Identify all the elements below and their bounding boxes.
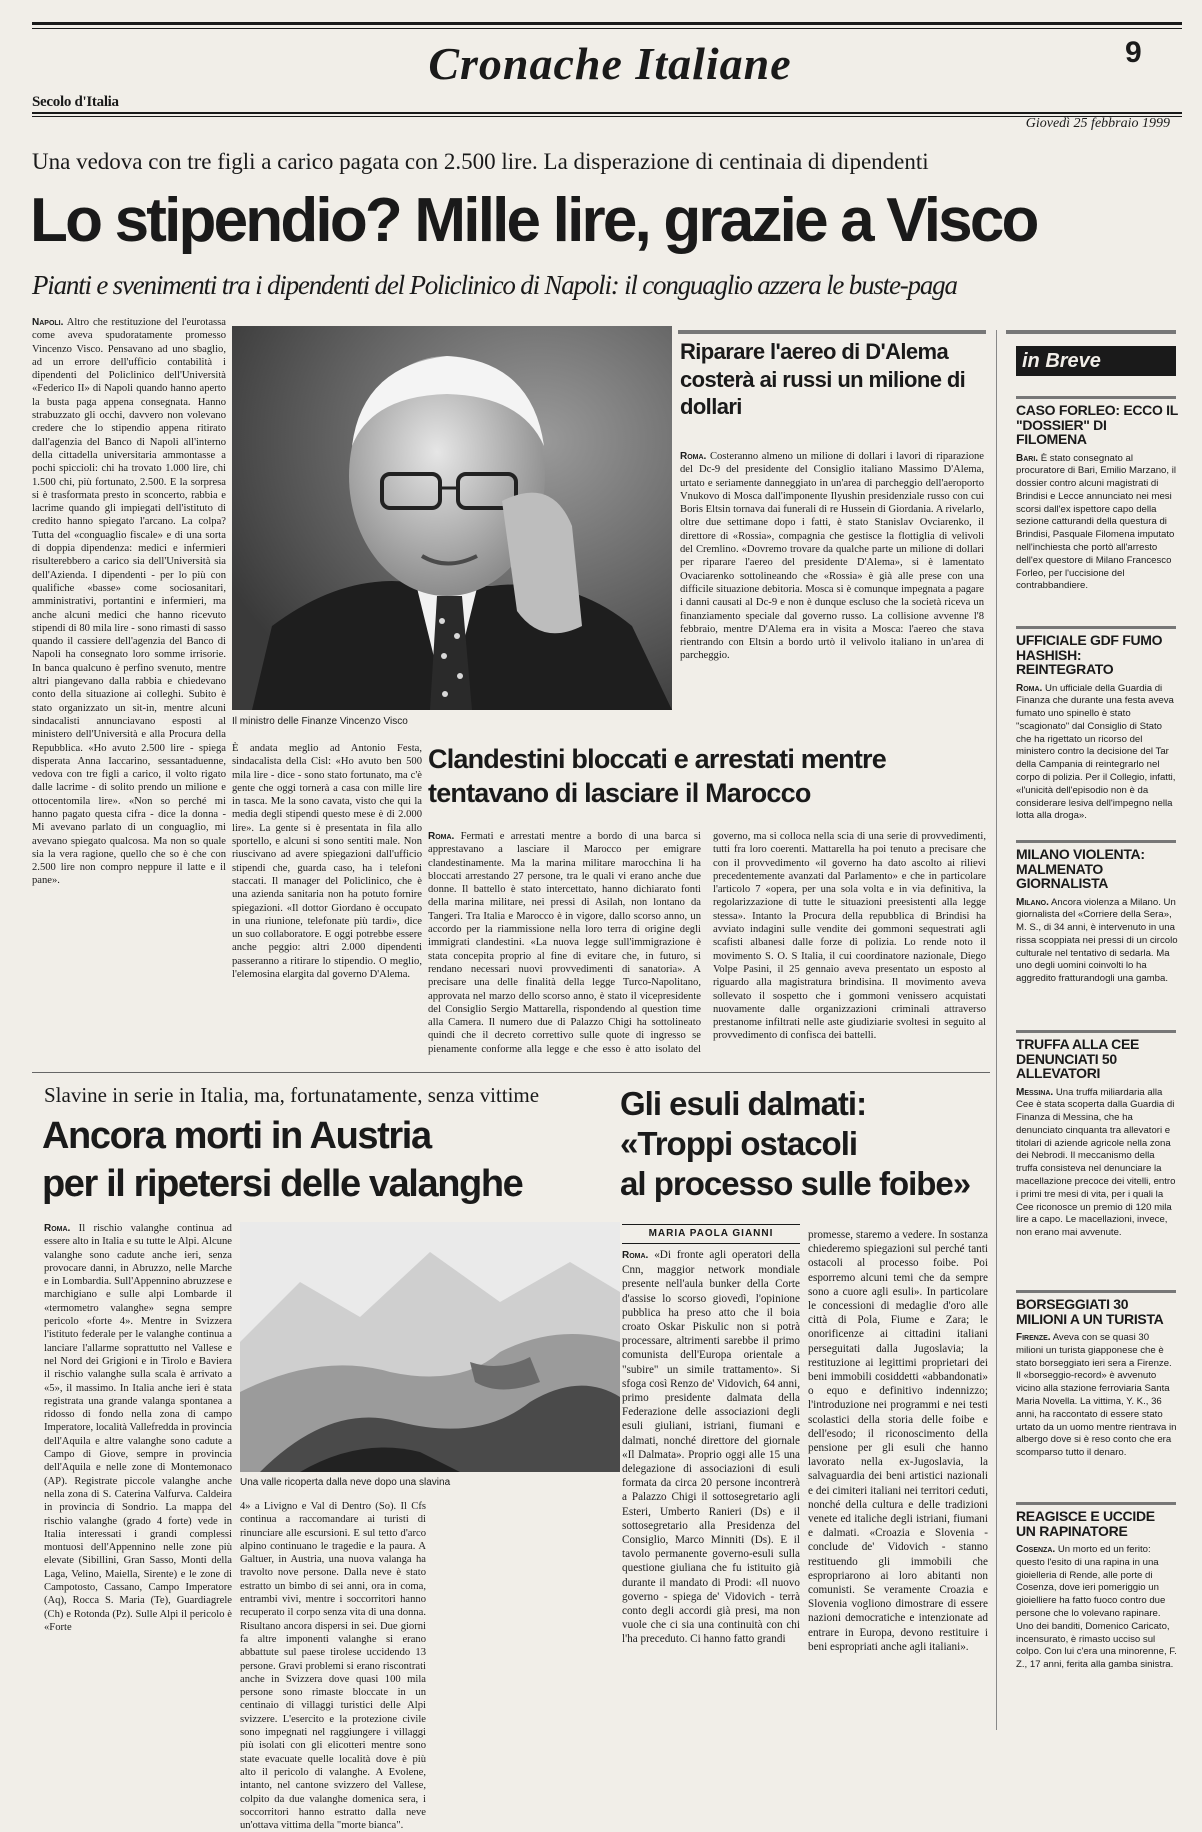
valanghe-kicker: Slavine in serie in Italia, ma, fortunatamente, senza vittime [44,1083,540,1107]
inbreve-item-3 [1016,840,1178,1003]
visco-photo [232,326,672,710]
masthead-top-rule-thin [32,28,1182,29]
inbreve-item-1 [1016,396,1178,609]
lead-kicker: Una vedova con tre figli a carico pagata con 2.500 lire. La disperazione di centinaia di dipendenti [32,149,929,174]
inbreve-item-title: UFFICIALE GDF FUMO HASHISH: REINTEGRATO [1016,632,1163,677]
esuli-headline-line1: Gli esuli dalmati: [620,1085,867,1122]
inbreve-item-rule [1016,840,1176,843]
lead-text-col2 [232,742,422,1060]
inbreve-item-body: Aveva con se quasi 30 milioni un turista giapponese che è stato borseggiato ieri sera a Firenze. Il «borseggio-record» è avvenuto vicino alla stazione ferroviaria Santa Maria Novella. La vittima, Y. K., 36 anni, ha raccontato di essere stato urtato da un uomo mentre rientrava in albergo dove si è reso conto che era scomparso tutto il denaro. [1016,1332,1177,1459]
inbreve-item-dateline: Cosenza. [1016,1544,1056,1555]
avalanche-photo [240,1222,620,1472]
valanghe-text-col2 [240,1500,426,1832]
masthead-bottom-rule-thin [32,116,1182,117]
inbreve-item-text [1016,897,1178,1003]
esuli-dateline: Roma. [622,1250,649,1261]
valanghe-dateline: Roma. [44,1223,71,1234]
aereo-headline: Riparare l'aereo di D'Alema costerà ai russi un milione di dollari [680,339,966,419]
inbreve-item-rule [1016,1290,1176,1293]
aereo-top-rule [678,330,986,334]
clandestini-body: Fermati e arrestati mentre a bordo di una barca si apprestavano a lasciare il Marocco per emigrare clandestinamente. Ma la marina militare marocchina li ha bloccati arrestando 27 persone, tra le quali vi erano anche due donne. Il battello è stato intercettato, hanno dichiarato fonti della marina militare, nei pressi di Asilah, non lontano da Tangeri. Tra Italia e Marocco è in vigore, dallo scorso anno, un accordo per la riammissione nella loro terra di origine degli immigrati clandestini. «La nuova legge sull'immigrazione è stata concepita proprio al fine di evitare che, in futuro, si rendano necessari nuovi provvedimenti di sanatoria». A precisare una delle finalità della legge Turco-Napolitano, approvata nel marzo dello scorso anno, è stato il vicepresidente del Consiglio Sergio Mattarella, rispondendo al question time alla Camera. Il numero due di Palazzo Chigi ha sottolineato quindi che il decreto correttivo sulle quote di ingresso se pienamente conforme alla legge e che esso è atto isolato del governo, ma si colloca nella scia di una serie di provvedimenti, tutti fra loro coerenti. Mattarella ha poi tenuto a precisare che con il provvedimento «il governo ha dato ascolto ai rilievi precedentemente avanzati dal Parlamento» e che in particolare l'articolo 7 «opera, per una sola volta e in via definitiva, la regolarizzazione di tutte le situazioni preesistenti alla legge stessa». Intanto la Procura della repubblica di Brindisi ha avviato indagini sulle vendite dei gommoni sequestrati agli scafisti albanesi dalle forze di polizia. Lo rende noto il movimento S. O. S Italia, il cui coordinatore nazionale, Diego Volpe Pasini, il 25 gennaio aveva presentato un esposto al riguardo alla magistratura brindisina. Il movimento aveva sollevato il sospetto che i gommoni venissero acquistati nuovamente dalle organizzazioni criminali attraverso prestanome infiltrati nelle aste giudiziarie svoltesi in seguito al provvedimento di confisca dei battelli. [428,831,986,1055]
inbreve-item-body: Ancora violenza a Milano. Un giornalista del «Corriere della Sera», M. S., di 34 anni, è intervenuto in una rissa scoppiata nei pressi di un circolo culturale nel tentativo di sedarla. Ma uno degli uomini coinvolti lo ha aggredito fratturandogli una gamba. [1016,896,1178,985]
valanghe-body-col2: 4» a Livigno e Val di Dentro (So). Il Cfs continua a raccomandare ai turisti di rinunciare alle escursioni. E sul tetto d'arco alpino continuano le tragedie e la paura. A Galtuer, in Austria, una nuova valanga ha travolto nove persone. Dalla neve è stato estratto un bimbo di sei anni, ora in coma, entrambi vivi, mentre i soccorritori hanno recuperato il corpo senza vita di una donna. Risultano ancora dispersi in sei. Due giorni fa altre imponenti valanghe si erano abbattute sul paese tirolese uccidendo 13 persone. Gravi problemi si erano riscontrati anche in Svizzera dove quasi 100 mila persone sono rimaste bloccate in un centinaio di villaggi turistici delle Alpi svizzere. L'esercito e la protezione civile sono impegnati nel raggiungere i villaggi più isolati con gli elicotteri mentre sono state evacuate quelle località dove è più alto il pericolo di valanghe. A Evolene, intanto, nel cantone svizzero del Vallese, colpito da due valanghe domenica sera, i soccorritori hanno estratto dalla neve un'ottava vittima della "morte bianca". [240,1501,426,1832]
inbreve-item-text [1016,682,1178,822]
sidebar-separator [996,330,997,1730]
valanghe-headline-line2: per il ripetersi delle valanghe [42,1163,523,1205]
inbreve-item-dateline: Firenze. [1016,1332,1051,1343]
inbreve-item-rule [1016,1502,1176,1505]
inbreve-item-rule [1016,396,1176,399]
page-number: 9 [1125,36,1142,69]
esuli-text-col1 [622,1248,800,1732]
aereo-dateline: Roma. [680,451,707,462]
esuli-body-col2: promesse, staremo a vedere. In sostanza chiederemo spiegazioni sul perché tanti ostacoli al processo foibe. Poi esporremo alcuni temi che da sempre sono a cuore agli esuli». In particolare le concessioni di medaglie d'oro alle città di Pola, Fiume e Zara; le onorificenze ai cittadini italiani perseguitati dalla Jugoslavia; la restituzione ai legittimi proprietari dei beni immobili cosiddetti «abbandonati» o equo e definitivo indennizzo; l'introduzione nei programmi e nei testi scolastici della storia delle foibe e dell'esodo; il riconoscimento della pensione per gli esuli che hanno lavorato nella ex-Jugoslavia, la salvaguardia dei beni artistici nazionali e dei cimiteri italiani nei territori ceduti, nonché della cultura e delle tradizioni venete ed italiche degli istriani, fiumani e dalmati. «Croazia e Slovenia - conclude de' Vidovich - stanno restituendo gli immobili che espropriarono ai loro abitanti non comunisti. Se veramente Croazia e Slovenia vogliono dimostrare di essere nazioni democratiche e intenzionate ad entrare in Europa, devono restituire i beni espropriati anche agli italiani». [808,1229,988,1653]
section-divider [32,1072,990,1073]
lead-dateline: Napoli. [32,317,64,328]
section-title: Cronache Italiane [428,38,792,89]
inbreve-item-dateline: Milano. [1016,896,1049,908]
inbreve-item-title: CASO FORLEO: ECCO IL "DOSSIER" DI FILOMENA [1016,402,1178,447]
inbreve-item-body: Una truffa miliardaria alla Cee è stata scoperta dalla Guardia di Finanza di Messina, che ha denunciato cinquanta tra allevatori e titolari di aziende agricole nella zona dei Nebrodi. Il meccanismo della truffa consisteva nel denunciare la macellazione precoce dei vitelli, entro i primi tre mesi di vita, per i quali la Cee riconosce un premio di 120 mila lire a capo. Le macellazioni, invece, non erano mai avvenute. [1016,1086,1176,1239]
inbreve-top-rule [1006,330,1176,334]
masthead-top-rule [32,22,1182,25]
aereo-text [680,450,984,710]
lead-body-col1: Altro che restituzione del l'eurotassa come aveva spudoratamente promesso Vincenzo Visco. Pensavano ad uno sbaglio, ad un errore dell'ufficio contabilità i dipendenti del Policlinico dell'Università «Federico II» di Napoli quando hanno aperto la busta paga appena consegnata. Hanno strabuzzato gli occhi, davvero non volevano credere che lo stipendio appena ritirato dall'agenzia del Banco di Napoli all'interno della cittadella universitaria ammontasse a pochi spiccioli: chi ha trovato 1.000 lire, chi 1.500 chi, più fortunato, 2.500. E la sorpresa si è trasformata presto in sconcerto, rabbia e lacrime quando gli impiegati dell'istituto di credito hanno spiegato l'arcano. La colpa? Tutta del «conguaglio fiscale» e di una sorta di doppia dipendenza: medici e infermieri risulterebbero a carico sia dell'Università sia dell'Azienda. I dipendenti - per lo più con qualifiche «basse» come sociosanitari, amministrativi, portantini e infermieri, ma anche alcuni medici che hanno ricevuto stipendi di 80 mila lire - sono rimasti di sasso quando il cassiere dell'agenzia del Banco di Napoli ha consegnato loro somme irrisorie. In banca qualcuno è perfino svenuto, mentre altri piangevano dalla rabbia e chiedevano conto della situazione ai colleghi. Subito è stato organizzato un sit-in, mentre alcuni sindacalisti annunciavano esposti al ministero dell'Università e alla Procura della Repubblica. «Ho avuto 2.500 lire - spiega disperata Anna Iaccarino, sessantaduenne, vedova con tre figli a carico, il volto rigato dalle lacrime - di solito prendo un milione e ottocentomila lire». «Non so perché mi hanno pagato questa cifra - dice la donna - Mi avevano parlato di un conguaglio, mi avevano spiegato qualcosa. Ma non so quale sia la vera ragione, quello che so è che con 2.500 lire non compro neppure il latte e il pane». [32,317,226,887]
visco-photo-caption: Il ministro delle Finanze Vincenzo Visco [232,716,408,727]
lead-subheadline: Pianti e svenimenti tra i dipendenti del Policlinico di Napoli: il conguaglio azzera le buste-paga [32,270,957,300]
valanghe-headline-line1: Ancora morti in Austria [42,1115,431,1157]
inbreve-item-5 [1016,1290,1178,1486]
inbreve-item-dateline: Bari. [1016,452,1039,464]
esuli-byline: MARIA PAOLA GIANNI [648,1228,774,1239]
inbreve-item-6 [1016,1502,1178,1710]
clandestini-dateline: Roma. [428,831,455,842]
newspaper-name: Secolo d'Italia [32,94,119,110]
valanghe-body-col1: Il rischio valanghe continua ad essere alto in Italia e su tutte le Alpi. Alcune valanghe sono cadute anche ieri, senza provocare danni, in Abruzzo, nelle Marche e in Lombardia. Sull'Appennino abruzzese e marchigiano e sulle alpi Lombarde il «termometro valanghe» segna sempre pericolo «forte 4». Mentre in Svizzera l'istituto federale per le valanghe continua a lanciare l'allarme soprattutto nel Vallese e nel Nord dei Grigioni e in Tirolo e Baviera il rischio valanghe sulla scala è arrivato a «5», il massimo. In Italia anche ieri è stata registrata una grande valanga spontanea a ridosso di fondo nella zona di campo Imperatore, località Vallefredda in provincia dell'Aquila e altre valanghe sono cadute a Campo di Giove, sempre in provincia dell'Aquila e nelle zone di Montemonaco (AP). Registrate piccole valanghe anche nella zona di S. Caterina Valfurva. Caldeira in provincia di Sondrio. La mappa del rischio valanghe (grado 4 forte) vede in Italia interessati i grandi complessi montuosi dell'Appennino nelle zone più elevate (Sibillini, Gran Sasso, Monti della Laga, Velino, Maiella, Sirente) e le zone di Campotosto, Cassano, Campo Imperatore (Aq), Rocca S. Maria (Te), Guardiagrele (Ch) e Rotonda (Pz). Sulle Alpi il pericolo è «Forte [44,1223,232,1633]
inbreve-item-text [1016,1544,1178,1710]
avalanche-photo-caption: Una valle ricoperta dalla neve dopo una slavina [240,1477,451,1488]
clandestini-text [428,830,986,1060]
inbreve-item-dateline: Messina. [1016,1086,1054,1098]
valanghe-text-col1 [44,1222,232,1732]
inbreve-item-title: MILANO VIOLENTA: MALMENATO GIORNALISTA [1016,846,1145,891]
esuli-byline-rule-bottom [622,1243,800,1244]
inbreve-item-rule [1016,1030,1176,1033]
inbreve-header: in Breve [1016,346,1176,376]
inbreve-item-title: BORSEGGIATI 30 MILIONI A UN TURISTA [1016,1296,1164,1327]
inbreve-item-4 [1016,1030,1178,1297]
inbreve-item-title: REAGISCE E UCCIDE UN RAPINATORE [1016,1508,1155,1539]
masthead-bottom-rule [32,112,1182,114]
inbreve-item-body: Un morto ed un ferito: questo l'esito di una rapina in una gioielleria di Rende, alle porte di Cosenza, dove ieri pomeriggio un gioielliere ha fatto fuoco contro due persone che lo volevano rapinare. Uno dei banditi, Domenico Caricato, incensurato, è rimasto ucciso sul colpo. Con lui c'era una minorenne, F. Z., 17 anni, ferita alla gamba sinistra. [1016,1544,1177,1671]
visco-photo-illustration [232,326,672,710]
avalanche-photo-illustration [240,1222,620,1472]
clandestini-headline: Clandestini bloccati e arrestati mentre tentavano di lasciare il Marocco [428,744,886,808]
esuli-body-col1: «Di fronte agli operatori della Cnn, maggior network mondiale presente nell'aula bunker della Corte d'assise lo scorso giovedì, l'opinione pubblica ha preso atto che il boia croato Oskar Piskulic non si potrà processare, altrimenti sarebbe il primo comunista dell'Europa orientale a "subire" un simile trattamento». Si sfoga così Renzo de' Vidovich, 64 anni, primo presidente dalmata della Federazione delle associazioni degli esuli giuliani, istriani, fiumani e dalmati, nonché direttore del giornale «Il Dalmata». Proprio oggi alle 15 una delegazione di associazioni di esuli formata da circa 20 persone incontrerà a Palazzo Chigi il sottosegretario agli Esteri, Umberto Ranieri (Ds) e il sottosegretario alla Presidenza del Consiglio, Marco Minniti (Ds). E il tavolo permanente governo-esuli sulla questione giuliana che fu istituito già durante il mandato di Prodi: «Il nuovo governo - spiega de' Vidovich - terrà conto degli accordi già presi, ma non vuole che ci sia una continuità con chi l'ha preceduto. Ci hanno fatto grandi [622,1249,801,1646]
lead-body-col2: È andata meglio ad Antonio Festa, sindacalista della Cisl: «Ho avuto ben 500 mila lire - dice - sono stato fortunato, ma c'è gente che oggi tornerà a casa con mille lire in tasca. Me la sono cavata, visto che qui la media degli stipendi questo mese è di 2.000 lire». La gente si è presentata in fila allo sportello, e alcuni si sono sentiti male. Non riuscivano ad avere spiegazioni dall'ufficio stipendi che, guarda caso, ha i telefoni staccati. Il manager del Policlinico, che è una azienda sanitaria non ha potuto fornire spiegazioni. «Il dottor Giordano è occupato in una riunione, telefonate più tardi», dice un suo collaboratore. E oggi potrebbe essere anche peggio: altri 2.000 dipendenti passeranno a ritirare lo stipendio. O meglio, l'elemosina elargita dal governo D'Alema. [232,743,422,981]
aereo-body: Costeranno almeno un milione di dollari i lavori di riparazione del Dc-9 del presidente del Consiglio italiano Massimo D'Alema, urtato e seriamente danneggiato in un'area di parcheggio dell'aeroporto Vnukovo di Mosca dall'imponente Ilyushin presidenziale russo con cui Boris Eltsin tornava dai funerali di re Hussein di Giordania. A rivelarlo, oltre due settimane dopo i fatti, è stato Stanislav Ovciarenko, il direttore di «Rossia», compagnia che gestisce la flottiglia di velivoli del Cremlino. «Dovremo trovare da qualche parte un milione di dollari per riparare l'aereo del presidente D'Alema», si è lamentato Ovaciarenko sottolineando che «Rossia» è già alle prese con una difficile situazione debitoria. Mosca si è comunque impegnata a pagare i danni causati al Dc-9 e non è dunque escluso che la società riceva un finanziamento speciale dal governo russo. La collisione avvenne l'8 febbraio, mentre D'Alema era in visita a Mosca: l'aereo che stava rientrando con Eltsin a bordo urtò il velivolo italiano in un'area di parcheggio. [680,451,985,662]
esuli-text-col2 [808,1228,988,1732]
inbreve-item-text [1016,1087,1178,1297]
issue-date: Giovedì 25 febbraio 1999 [1025,116,1170,131]
inbreve-item-2 [1016,626,1178,822]
esuli-headline-line2: «Troppi ostacoli [620,1125,858,1162]
inbreve-item-rule [1016,626,1176,629]
lead-headline: Lo stipendio? Mille lire, grazie a Visco [30,186,1037,255]
inbreve-item-body: Un ufficiale della Guardia di Finanza che durante una festa aveva fumato uno spinello è stato "scagionato" dal Consiglio di Stato che ha rigettato un ricorso del ministero contro la decisione del Tar della Campania di reintegrarlo nel corpo di polizia. Per il Collegio, infatti, «l'unicità dell'episodio non è da considerare lesiva dell'impegno nella lotta alla droga». [1016,682,1176,822]
inbreve-item-text [1016,453,1178,609]
inbreve-item-text [1016,1332,1178,1486]
inbreve-item-body: È stato consegnato al procuratore di Bari, Emilio Marzano, il dossier contro alcuni magistrati di Brindisi e Lecce annunciato nei mesi scorsi dall'ex ispettore capo della sezione catturandi della questura di Brindisi, Pasquale Filomena imputato nell'inchiesta che portò all'arresto dell'ex questore di Milano Francesco Forleo, per l'uccisione del contrabbandiere. [1016,452,1176,592]
esuli-byline-rule [622,1224,800,1225]
esuli-headline-line3: al processo sulle foibe» [620,1165,971,1202]
inbreve-item-dateline: Roma. [1016,682,1043,694]
inbreve-item-title: TRUFFA ALLA CEE DENUNCIATI 50 ALLEVATORI [1016,1036,1140,1081]
